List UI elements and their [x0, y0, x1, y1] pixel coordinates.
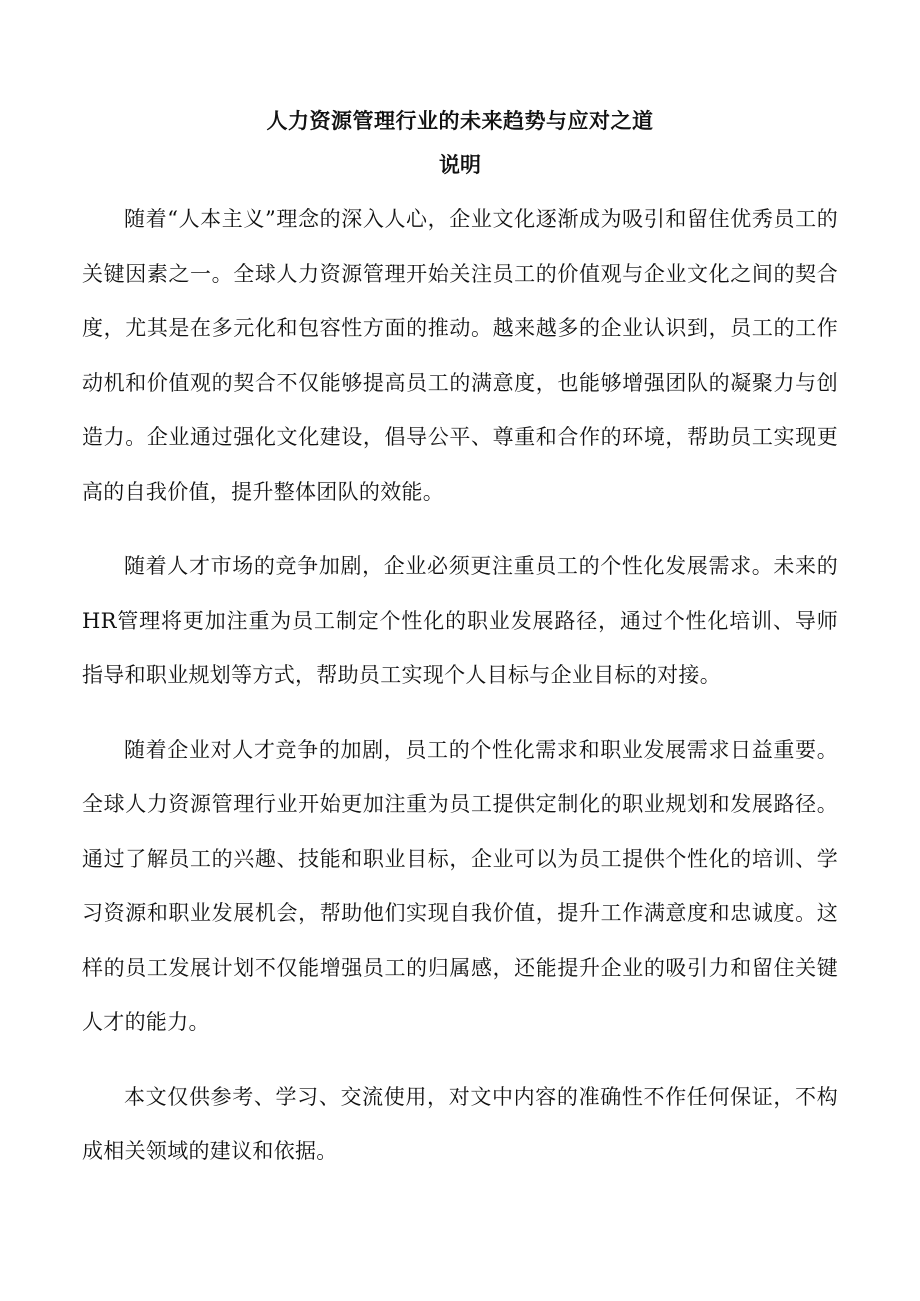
paragraph-culture: 随着“人本主义”理念的深入人心，企业文化逐渐成为吸引和留住优秀员工的关键因素之一。全球人力资源管理开始关注员工的价值观与企业文化之间的契合度，尤其是在多元化和包容性方面的推动。越来越多的企业认识到，员工的工作动机和价值观的契合不仅能够提高员工的满意度，也能够增强团队的凝聚力与创造力。企业通过强化文化建设，倡导公平、尊重和合作的环境，帮助员工实现更高的自我价值，提升整体团队的效能。 — [82, 207, 838, 504]
section-heading: 说明 — [439, 153, 481, 177]
paragraph-personalized-development: 随着人才市场的竞争加剧，企业必须更注重员工的个性化发展需求。未来的HR管理将更加注重为员工制定个性化的职业发展路径，通过个性化培训、导师指导和职业规划等方式，帮助员工实现个人目标与企业目标的对接。 — [82, 554, 838, 687]
paragraph-disclaimer: 本文仅供参考、学习、交流使用，对文中内容的准确性不作任何保证，不构成相关领域的建议和依据。 — [82, 1084, 838, 1163]
document-body — [82, 192, 838, 1179]
document-title: 人力资源管理行业的未来趋势与应对之道 — [266, 109, 654, 133]
paragraph-career-planning: 随着企业对人才竞争的加剧，员工的个性化需求和职业发展需求日益重要。全球人力资源管理行业开始更加注重为员工提供定制化的职业规划和发展路径。通过了解员工的兴趣、技能和职业目标，企业可以为员工提供个性化的培训、学习资源和职业发展机会，帮助他们实现自我价值，提升工作满意度和忠诚度。这样的员工发展计划不仅能增强员工的归属感，还能提升企业的吸引力和留住关键人才的能力。 — [82, 737, 838, 1034]
